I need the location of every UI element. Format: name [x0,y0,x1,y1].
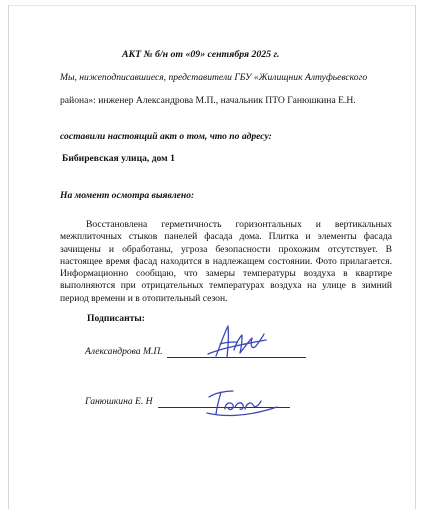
findings-heading: На момент осмотра выявлено: [60,190,195,201]
intro-line-1: Мы, нижеподписавшиеся, представители ГБУ «Жилищник Алтуфьевского [60,72,368,83]
compiled-heading: составили настоящий акт о том, что по адресу: [60,131,272,142]
intro-line-2: района»: инженер Александрова М.П., начальник ПТО Ганюшкина Е.Н. [60,95,356,106]
signature-2-image [203,383,283,421]
findings-body: Восстановлена герметичность горизонтальных и вертикальных межплиточных стыков панелей фасада дома. Плитка и элементы фасада зачищены и обработаны, угроза безопасности прохожим отсутствует. В настоящее время фасад находится в надлежащем состоянии. Фото прилагается. Информационно сообщаю, что замеры температуры воздуха в квартире выполняются при отрицательных температурах воздуха на улице в зимний период времени и в отопительный сезон. [60,219,392,304]
document-title: АКТ № б/н от «09» сентября 2025 г. [122,49,280,60]
signatories-heading: Подписанты: [87,313,145,324]
signatory-1-name: Александрова М.П. [85,346,163,357]
signatory-2-name: Ганюшкина Е. Н [85,396,153,407]
signature-1-image [206,320,270,362]
address: Бибиревская улица, дом 1 [62,153,175,164]
